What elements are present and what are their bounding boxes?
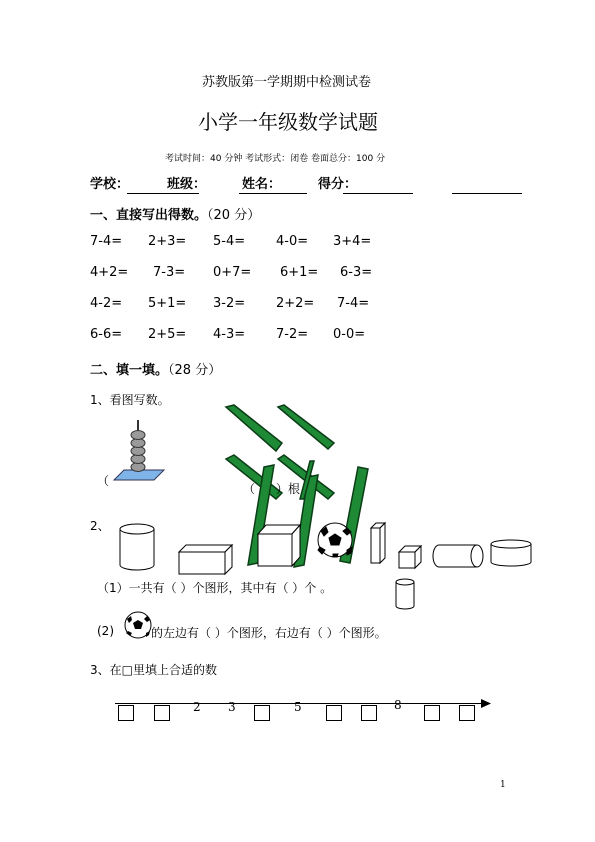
soccer-ball-icon [123,610,153,640]
equation: 3-2= [213,296,246,311]
q1-sticks-unit: ）根 [276,482,301,496]
answer-box[interactable] [254,705,270,721]
equation: 2+2= [276,296,315,311]
answer-box[interactable] [459,705,475,721]
equation: 5+1= [148,296,187,311]
number-line-value: 5 [294,700,302,714]
answer-box[interactable] [118,705,134,721]
tall-cuboid-shape [371,523,385,563]
equation: 7-2= [276,327,309,342]
field-name-line[interactable] [239,193,307,194]
field-school-line[interactable] [127,193,199,194]
equation: 2+3= [148,234,187,249]
section1-title: 一、直接写出得数。 [90,208,208,223]
field-score-label: 得分： [318,177,358,192]
number-line-value: 2 [193,700,201,714]
number-line-value: 3 [228,700,236,714]
equation: 0-0= [333,327,366,342]
abacus-image [108,418,170,484]
equation: 7-4= [90,234,123,249]
shapes-row [115,520,535,580]
equation: 3+4= [333,234,372,249]
soccer-ball-shape [318,523,352,557]
q2-line2: 的左边有（ ）个图形，右边有（ ）个图形。 [151,626,387,640]
q1-label: 1、看图写数。 [90,393,170,407]
field-extra-line[interactable] [452,193,522,194]
q1-paren-abacus[interactable]: （ [97,474,110,488]
equation: 7-3= [153,265,186,280]
field-school-label: 学校： [90,177,130,192]
exam-info: 考试时间：40 分钟 考试形式：闭卷 卷面总分：100 分 [165,154,386,164]
equation: 7-4= [337,296,370,311]
cube-shape [258,525,300,566]
q2-line1: （1）一共有（ ）个图形，其中有（ ）个 。 [97,581,333,595]
equation: 6-6= [90,327,123,342]
horizontal-cylinder-shape [433,545,483,567]
equation: 4-0= [276,234,309,249]
answer-box[interactable] [361,705,377,721]
section1-points: （20 分） [207,208,261,223]
q2-line2-prefix: (2) [97,624,114,638]
field-name-label: 姓名： [242,177,282,192]
cylinder-shape [120,524,154,570]
page-number: 1 [500,780,506,790]
field-score-line[interactable] [343,193,413,194]
answer-box[interactable] [326,705,342,721]
answer-box[interactable] [424,705,440,721]
number-line-value: 8 [394,698,402,712]
arrow-right-icon [481,699,491,708]
q1-paren-sticks[interactable]: （ [243,482,256,496]
long-cuboid-shape [179,545,232,574]
small-cube-shape [399,546,421,568]
equation: 6+1= [280,265,319,280]
section2-title: 二、填一填。 [90,363,169,378]
short-cylinder-shape [491,540,531,566]
section2-heading [90,359,221,378]
exam-title: 小学一年级数学试题 [198,110,378,134]
equation: 4-3= [213,327,246,342]
q3-label: 3、在□里填上合适的数 [90,663,217,677]
equation: 0+7= [213,265,252,280]
equation: 4+2= [90,265,129,280]
equation: 5-4= [213,234,246,249]
q2-label: 2、 [90,519,110,533]
exam-subtitle: 苏教版第一学期期中检测试卷 [202,75,372,90]
answer-box[interactable] [154,705,170,721]
section1-heading [90,204,260,223]
field-class-label: 班级： [167,177,207,192]
section2-points: （28 分） [168,363,222,378]
equation: 4-2= [90,296,123,311]
equation: 6-3= [340,265,373,280]
equation: 2+5= [148,327,187,342]
cylinder-icon [393,576,417,612]
